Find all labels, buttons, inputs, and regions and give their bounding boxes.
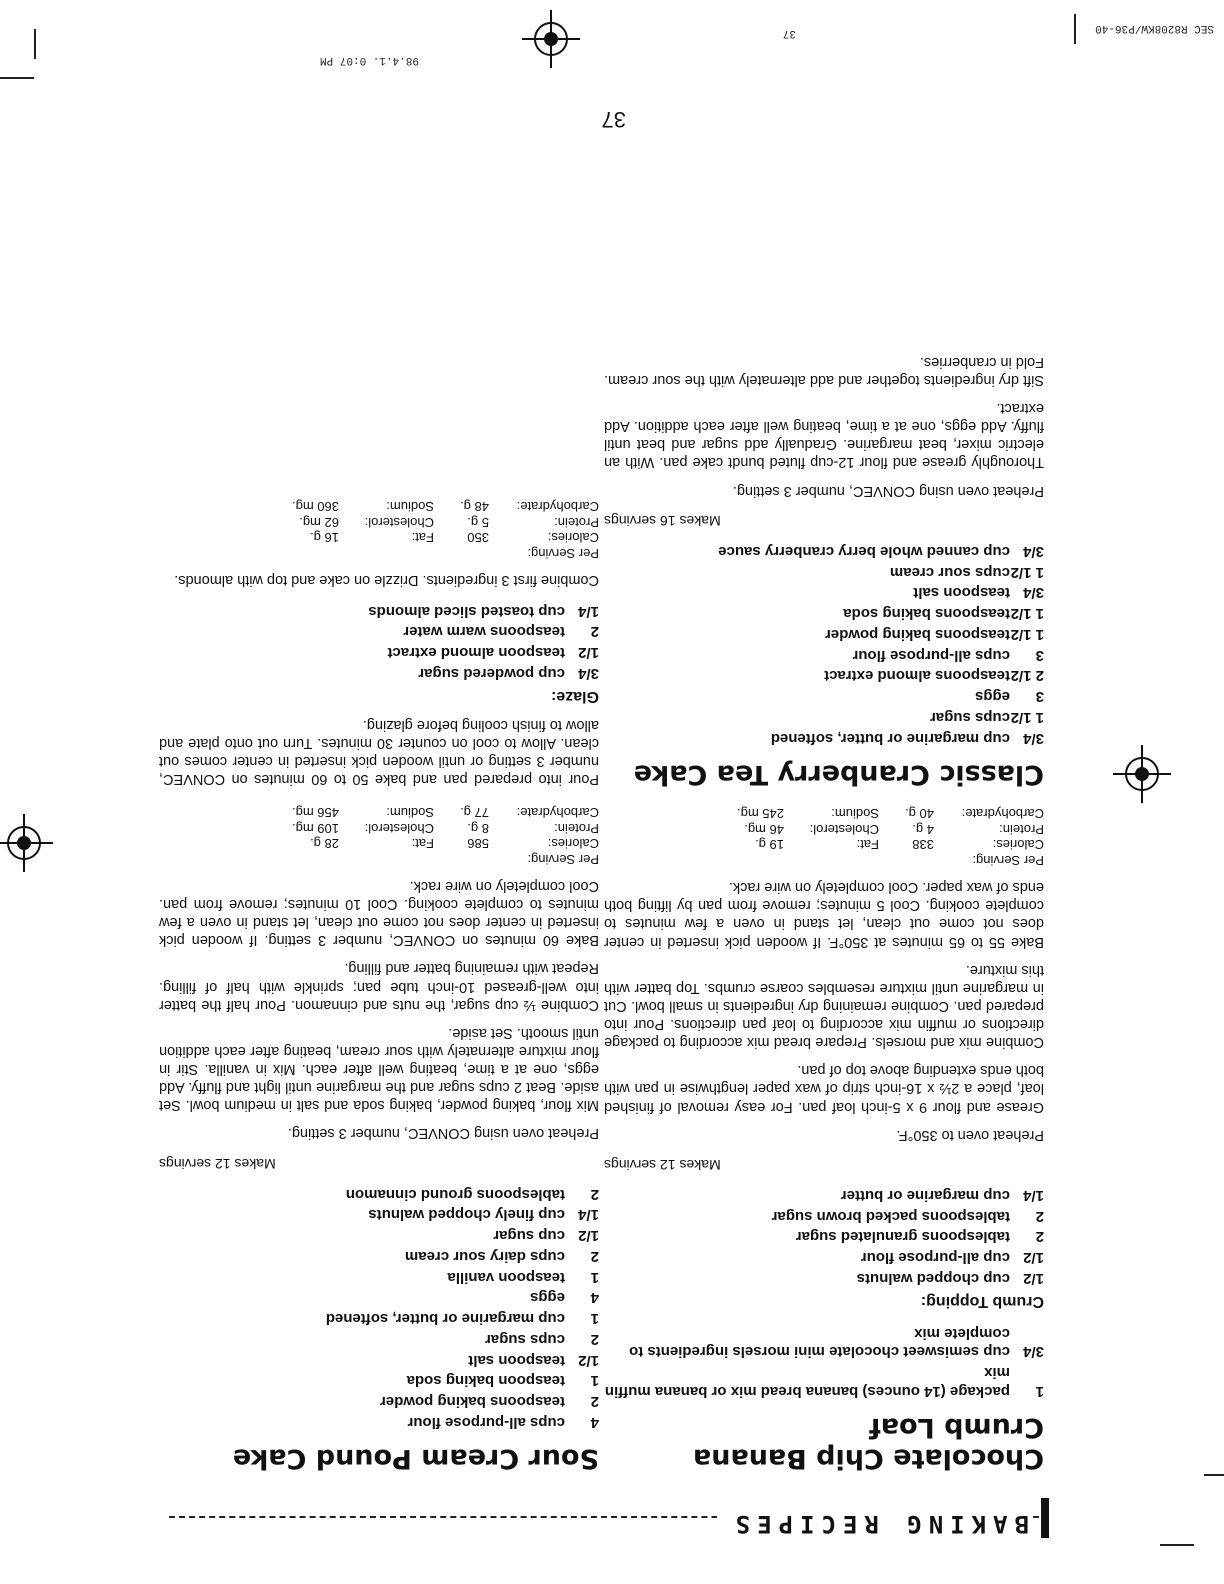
print-timestamp: 98.4.1. 0:07 PM	[319, 54, 419, 66]
ingredient-item	[604, 1185, 1044, 1204]
nutrition-cranberry	[159, 498, 599, 560]
sodium-value: 456 mg.	[292, 805, 339, 821]
ingredient-list-cranberry	[604, 541, 1044, 747]
step-paragraph: Combine ½ cup sugar, the nuts and cinnamon. Pour half the batter into well-greased 10-inch tube pan; sprinkle with half of filling. Repeat with remaining batter and filling.	[159, 960, 599, 1013]
per-serving-label: Per Serving:	[527, 545, 599, 561]
ingredient-text: cup toasted sliced almonds	[368, 602, 565, 620]
ingredient-qty: 2	[590, 623, 599, 641]
glaze-heading: Glaze:	[550, 687, 599, 705]
ingredient-text: tablespoons packed brown sugar	[771, 1207, 1010, 1225]
ingredient-item	[159, 622, 599, 641]
ingredient-text: teaspoons baking powder	[379, 1393, 565, 1411]
ingredient-qty: 1	[590, 1372, 599, 1390]
ingredient-item	[159, 1267, 599, 1286]
ingredient-qty: 1 1/2	[1010, 708, 1044, 726]
ingredient-text: eggs	[529, 1289, 565, 1307]
ingredient-qty: 1/2	[578, 1351, 599, 1369]
recipe-title-pound: Sour Cream Pound Cake	[232, 1443, 599, 1474]
calories-label: Calories:	[547, 836, 599, 852]
cholesterol-label: Cholesterol:	[809, 821, 879, 837]
registration-target-top	[534, 22, 568, 56]
ingredient-list-crumb	[604, 1185, 1044, 1287]
fat-label: Fat:	[856, 837, 879, 853]
ingredient-text: cup semisweet chocolate mini morsels ingredients to complete mix	[629, 1324, 1010, 1361]
fat-value: 19 g.	[755, 837, 784, 853]
header-bar-mark	[1041, 1498, 1049, 1538]
ingredient-item	[159, 1308, 599, 1327]
ingredient-text: cups all-purpose flour	[852, 646, 1010, 664]
ingredient-qty: 1/2	[578, 1227, 599, 1245]
protein-label: Protein:	[554, 820, 599, 836]
step-paragraph: Combine mix and morsels. Prepare bread mix according to package directions or muffin mix according to loaf pan directions. Pour into prepared pan. Combine remaining dry ingredients in small bowl. Cut in margarine until mixture resembles coarse crumbs. Top batter with this mixture.	[604, 961, 1044, 1051]
step-paragraph: Preheat oven using CONVEC, number 3 setting.	[287, 1125, 599, 1142]
page-number: 37	[601, 107, 626, 132]
ingredient-text: teaspoon almond extract	[387, 644, 565, 662]
calories-value: 338	[912, 837, 934, 853]
sodium-value: 360 mg.	[292, 499, 339, 515]
sodium-label: Sodium:	[386, 499, 434, 515]
ingredient-item	[159, 1184, 599, 1203]
ingredient-item	[604, 583, 1044, 602]
protein-label: Protein:	[999, 821, 1044, 837]
ingredient-text: cup chopped walnuts	[856, 1269, 1010, 1287]
ingredient-qty: 1/4	[578, 602, 599, 620]
carbohydrate-label: Carbohydrate:	[516, 805, 599, 821]
calories-value: 350	[467, 530, 489, 546]
cholesterol-label: Cholesterol:	[364, 514, 434, 530]
ingredient-text: teaspoons baking soda	[843, 605, 1010, 623]
ingredient-item	[604, 541, 1044, 560]
ingredient-text: cup powdered sugar	[418, 664, 565, 682]
step-paragraph: Thoroughly grease and flour 12-cup fluted bundt cake pan. With an electric mixer, beat margarine. Gradually add sugar and beat until fluffy. Add eggs, one at a time, beating well after each addition. Add extract.	[604, 400, 1044, 471]
ingredient-list-glaze	[159, 601, 599, 682]
ingredient-qty: 2	[590, 1393, 599, 1411]
crop-mark-tr	[0, 77, 34, 79]
ingredient-qty: 2	[590, 1330, 599, 1348]
ingredient-text: cups sugar	[929, 708, 1010, 726]
sodium-value: 245 mg.	[737, 806, 784, 822]
ingredient-text: cups sour cream	[889, 563, 1010, 581]
crop-mark-bl	[1160, 1544, 1194, 1546]
left-column	[604, 343, 1044, 1474]
ingredient-text: cup sugar	[493, 1227, 565, 1245]
step-paragraph: Grease and flour 9 x 5-inch loaf pan. For easy removal of finished loaf, place a 2½ x 16-inch strip of wax paper lengthwise in pan with both ends extending above top of pan.	[604, 1062, 1044, 1115]
ingredient-item	[604, 1323, 1044, 1361]
registration-target-right	[7, 826, 41, 860]
nutrition-banana	[604, 806, 1044, 868]
ingredient-qty: 2 1/2	[1010, 667, 1044, 685]
ingredient-qty: 3	[1035, 688, 1044, 706]
cholesterol-label: Cholesterol:	[364, 820, 434, 836]
ingredient-qty: 4	[590, 1289, 599, 1307]
ingredient-item	[159, 663, 599, 682]
fat-label: Fat:	[411, 836, 434, 852]
section-label: BAKING RECIPES	[717, 1510, 1029, 1538]
ingredient-qty: 1 1/2	[1010, 625, 1044, 643]
step-paragraph: Preheat oven using CONVEC, number 3 setting.	[732, 482, 1044, 499]
protein-label: Protein:	[554, 514, 599, 530]
step-paragraph: Combine first 3 ingredients. Drizzle on cake and top with almonds.	[174, 571, 599, 588]
ingredient-qty: 1 1/2	[1010, 605, 1044, 623]
ingredient-qty: 1/2	[578, 644, 599, 662]
ingredient-list-banana	[604, 1323, 1044, 1400]
ingredient-item	[159, 1350, 599, 1369]
ingredient-text: package (14 ounces) banana bread mix or banana muffin mix	[604, 1364, 1010, 1400]
step-paragraph: Bake 55 to 65 minutes at 350°F. If wooden pick inserted in center does not come out clean, let stand in oven a few minutes to complete cooking. Cool 5 minutes; remove from pan by lifting both ends of wax paper. Cool completely on wire rack.	[604, 879, 1044, 950]
ingredient-text: cup all-purpose flour	[860, 1249, 1010, 1267]
fat-label: Fat:	[411, 530, 434, 546]
ingredient-qty: 1	[590, 1310, 599, 1328]
ingredient-qty: 1	[590, 1268, 599, 1286]
step-paragraph: Pour into prepared pan and bake 50 to 60 minutes on CONVEC, number 3 setting or until wooden pick inserted in center comes out clean. Allow to cool on counter 30 minutes. Turn out onto plate and allow to finish cooling before glazing.	[159, 717, 599, 788]
ingredient-item	[604, 1268, 1044, 1287]
ingredient-text: cups all-purpose flour	[407, 1413, 565, 1431]
ingredient-qty: 1 1/2	[1010, 563, 1044, 581]
ingredient-item	[159, 1225, 599, 1244]
ingredient-item	[604, 707, 1044, 726]
ingredient-qty: 3/4	[1023, 542, 1044, 560]
registration-target-left	[1125, 757, 1159, 791]
ingredient-list-pound	[159, 1184, 599, 1431]
ingredient-text: cup canned whole berry cranberry sauce	[718, 542, 1010, 560]
ingredient-text: teaspoons baking powder	[824, 625, 1010, 643]
ingredient-qty: 2	[1035, 1228, 1044, 1246]
step-paragraph: Bake 60 minutes on CONVEC, number 3 setting. If wooden pick inserted in center does not come out clean, let stand in oven a few minutes to complete cooking. Cool 10 minutes; remove from pan. Cool completely on wire rack.	[159, 877, 599, 949]
ingredient-item	[159, 1246, 599, 1265]
carbohydrate-label: Carbohydrate:	[516, 499, 599, 515]
ingredient-qty: 2	[1035, 1207, 1044, 1225]
ingredient-qty: 1/2	[1023, 1249, 1044, 1267]
servings-pound: Makes 12 servings	[159, 1155, 276, 1172]
right-column	[159, 482, 599, 1474]
nutrition-pound	[159, 804, 599, 866]
ingredient-text: teaspoons almond extract	[824, 667, 1010, 685]
ingredient-item	[604, 603, 1044, 622]
ingredient-text: cup margarine or butter, softened	[325, 1310, 565, 1328]
ingredient-text: teaspoon salt	[468, 1351, 565, 1369]
ingredient-item	[159, 642, 599, 661]
protein-value: 4 g.	[912, 821, 934, 837]
calories-label: Calories:	[547, 530, 599, 546]
ingredient-qty: 1/4	[578, 1206, 599, 1224]
ingredient-qty: 2	[590, 1185, 599, 1203]
ingredient-item	[604, 728, 1044, 747]
ingredient-text: tablespoons ground cinnamon	[345, 1185, 565, 1203]
crumb-topping-heading: Crumb Topping:	[920, 1292, 1044, 1310]
carbohydrate-value: 48 g.	[460, 499, 489, 515]
fat-value: 28 g.	[310, 836, 339, 852]
ingredient-item	[159, 1329, 599, 1348]
ingredient-qty: 2	[590, 1247, 599, 1265]
protein-value: 8 g.	[467, 820, 489, 836]
ingredient-qty: 3/4	[1023, 584, 1044, 602]
protein-value: 5 g.	[467, 514, 489, 530]
job-code: SEC R8208KW/P36-40	[1095, 22, 1214, 34]
sodium-label: Sodium:	[831, 806, 879, 822]
ingredient-text: cups dairy sour cream	[404, 1247, 565, 1265]
cholesterol-value: 62 mg.	[299, 514, 339, 530]
ingredient-qty: 3/4	[1023, 1343, 1044, 1361]
ingredient-item	[159, 1371, 599, 1390]
calories-value: 586	[467, 836, 489, 852]
ingredient-item	[159, 1412, 599, 1431]
ingredient-item	[604, 1206, 1044, 1225]
ingredient-qty: 3/4	[1023, 729, 1044, 747]
crop-mark-right	[34, 29, 36, 59]
ingredient-item	[159, 1205, 599, 1224]
per-serving-label: Per Serving:	[972, 853, 1044, 869]
ingredient-item	[604, 666, 1044, 685]
ingredient-text: cups sugar	[484, 1330, 565, 1348]
ingredient-qty: 1/4	[1023, 1186, 1044, 1204]
section-header	[169, 1500, 1049, 1540]
recipe-title-cranberry: Classic Cranberry Tea Cake	[633, 758, 1044, 790]
calories-label: Calories:	[992, 837, 1044, 853]
ingredient-item	[604, 562, 1044, 581]
step-paragraph: Mix flour, baking powder, baking soda and salt in medium bowl. Set aside. Beat 2 cups sugar and the margarine until light and fluffy. Add eggs, one at a time, beating well after each. Mix in vanilla. Stir in flour mixture alternately with sour cream, beating after each addition until smooth. Set aside.	[159, 1024, 599, 1114]
ingredient-item	[604, 1247, 1044, 1266]
ingredient-qty: 3	[1035, 646, 1044, 664]
ingredient-text: cup margarine or butter, softened	[770, 729, 1010, 747]
ingredient-item	[604, 645, 1044, 664]
ingredient-text: tablespoons granulated sugar	[795, 1228, 1010, 1246]
carbohydrate-value: 77 g.	[460, 805, 489, 821]
ingredient-item	[604, 686, 1044, 705]
servings-cranberry: Makes 16 servings	[604, 513, 721, 530]
ingredient-qty: 4	[590, 1413, 599, 1431]
top-page-number: 37	[782, 27, 796, 39]
sodium-label: Sodium:	[386, 805, 434, 821]
ingredient-text: eggs	[974, 688, 1010, 706]
ingredient-text: teaspoon salt	[913, 584, 1010, 602]
step-paragraph: Sift dry ingredients together and add alternately with the sour cream. Fold in cranberries.	[604, 353, 1044, 388]
ingredient-qty: 1	[1035, 1382, 1044, 1400]
per-serving-label: Per Serving:	[527, 851, 599, 867]
ingredient-item	[604, 624, 1044, 643]
ingredient-item	[159, 601, 599, 620]
recipe-title-banana: Chocolate Chip Banana Crumb Loaf	[693, 1411, 1044, 1474]
ingredient-text: cup finely chopped walnuts	[368, 1206, 565, 1224]
cholesterol-value: 109 mg.	[292, 820, 339, 836]
carbohydrate-label: Carbohydrate:	[961, 806, 1044, 822]
servings-banana: Makes 12 servings	[604, 1157, 721, 1174]
ingredient-text: teaspoon baking soda	[406, 1372, 565, 1390]
fat-value: 16 g.	[310, 530, 339, 546]
ingredient-text: teaspoon vanilla	[447, 1268, 565, 1286]
ingredient-text: teaspoons warm water	[403, 623, 565, 641]
ingredient-text: cup margarine or butter	[840, 1186, 1010, 1204]
ingredient-item	[159, 1391, 599, 1410]
crop-mark-tl	[1204, 1474, 1224, 1476]
ingredient-item	[604, 1227, 1044, 1246]
ingredient-item	[159, 1288, 599, 1307]
step-paragraph: Preheat oven to 350°F.	[896, 1126, 1044, 1143]
ingredient-qty: 1/2	[1023, 1269, 1044, 1287]
cholesterol-value: 46 mg.	[744, 821, 784, 837]
carbohydrate-value: 40 g.	[905, 806, 934, 822]
crop-mark-vert	[1074, 14, 1076, 44]
ingredient-item	[604, 1362, 1044, 1400]
ingredient-qty: 3/4	[578, 664, 599, 682]
